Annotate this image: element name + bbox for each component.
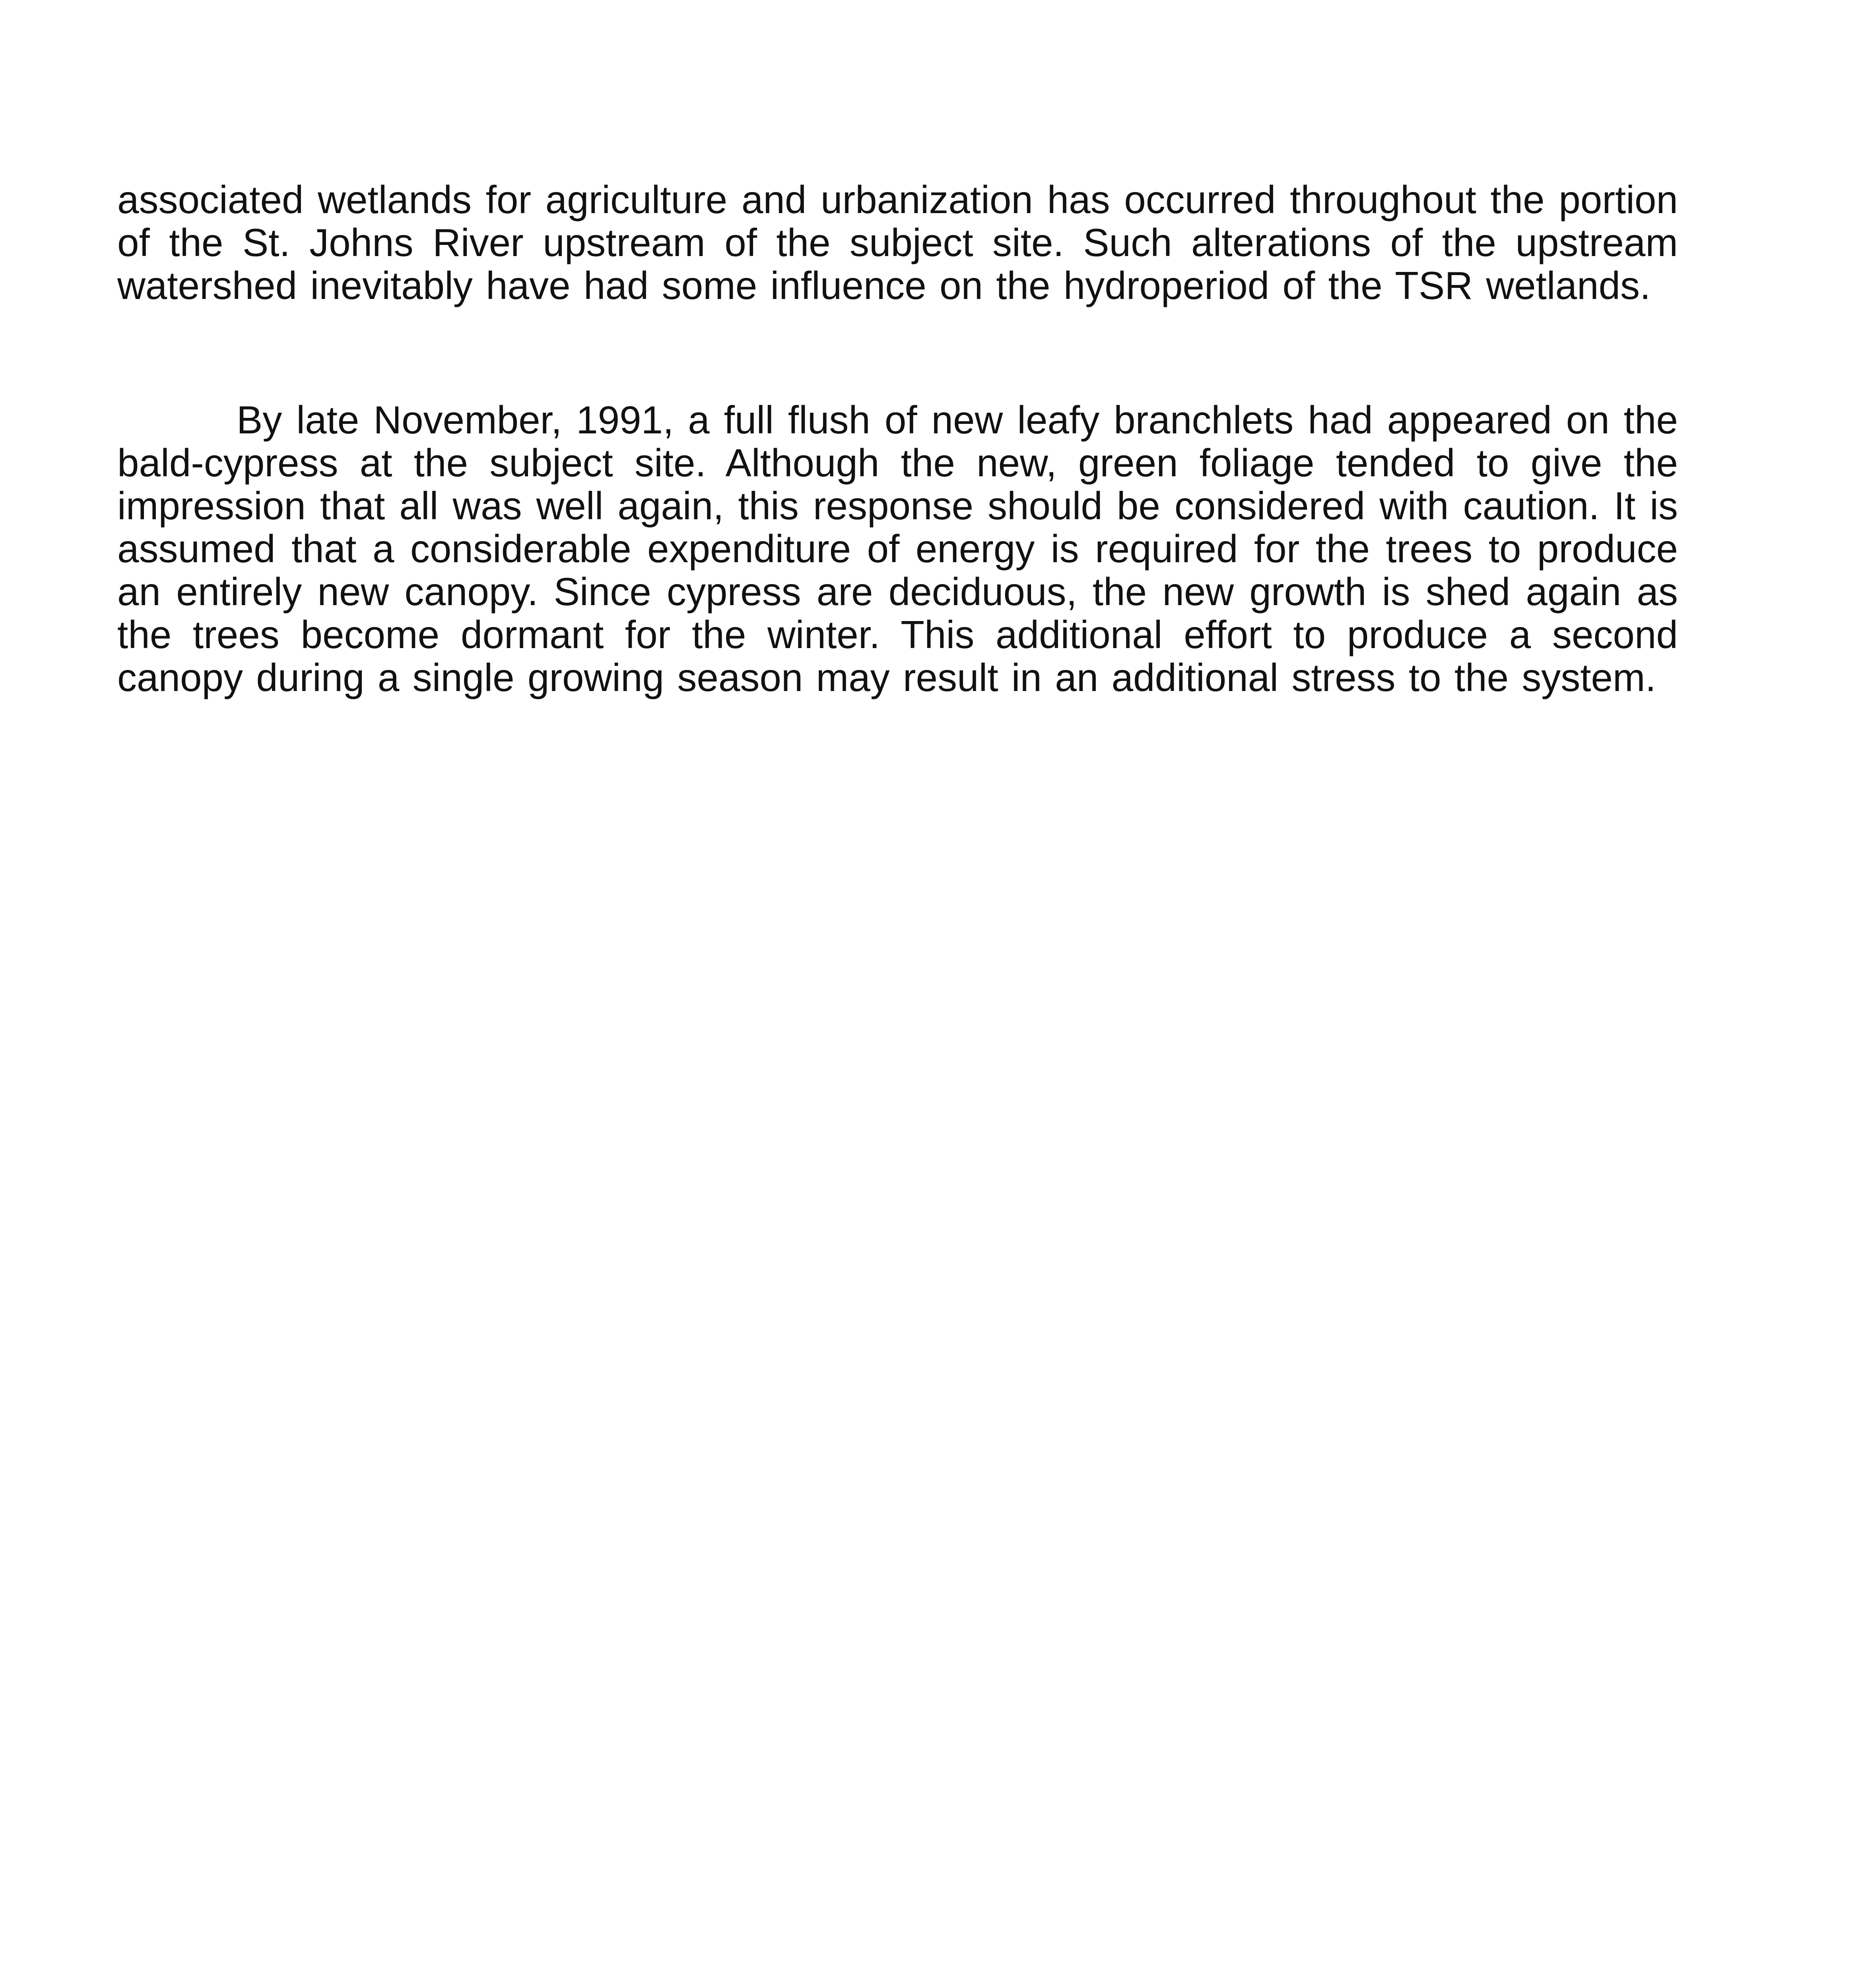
body-paragraph-cypress-regrowth: By late November, 1991, a full flush of new leafy branchlets had appeared on the bald-cypress at the subject site. Although the new, green foliage tended to give the impression that all was well again, this response should be considered with caution. It is assumed that a considerable expenditure of energy is required for the trees to produce an entirely new canopy. Since cypress are deciduous, the new growth is shed again as the trees become dormant for the winter. This additional effort to produce a second canopy during a single growing season may result in an additional stress to the system. — [117, 398, 1678, 699]
body-paragraph-wetland-alteration: associated wetlands for agriculture and urbanization has occurred throughout the portion of the St. Johns River upstream of the subject site. Such alterations of the upstream watershed inevitably have had some influence on the hydroperiod of the TSR wetlands. — [117, 178, 1678, 307]
